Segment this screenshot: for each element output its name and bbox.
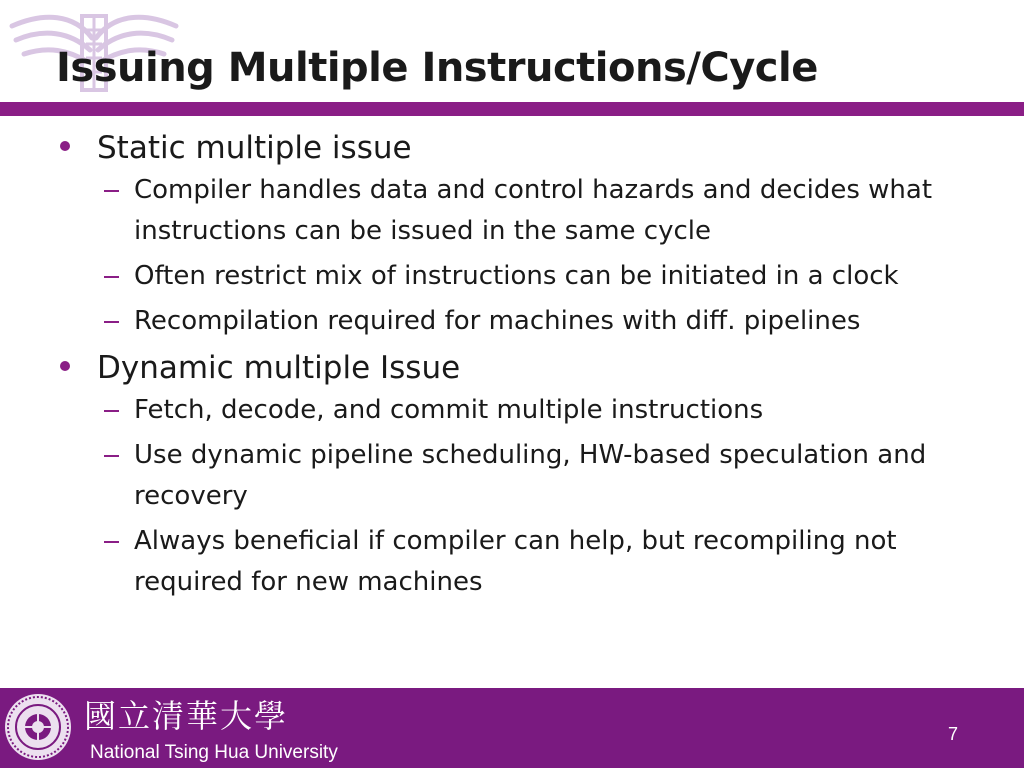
sub-bullet-text: Use dynamic pipeline scheduling, HW-based speculation and recovery xyxy=(134,440,927,511)
page-number: 7 xyxy=(947,724,958,744)
dash-bullet-icon xyxy=(104,321,119,323)
footer-bar xyxy=(0,688,1024,768)
sub-bullet-text: Often restrict mix of instructions can be initiated in a clock xyxy=(134,261,899,291)
dash-bullet-icon xyxy=(104,190,119,192)
sub-bullet xyxy=(52,390,990,431)
bullet-text: Dynamic multiple Issue xyxy=(97,350,461,386)
sub-bullet xyxy=(52,170,990,252)
sub-bullet-list xyxy=(97,390,990,603)
bullet-static-multiple-issue xyxy=(60,126,990,342)
sub-bullet-text: Always beneficial if compiler can help, but recompiling not required for new machines xyxy=(134,526,897,597)
bullet-dynamic-multiple-issue xyxy=(60,346,990,603)
dash-bullet-icon xyxy=(104,276,119,278)
university-seal-icon xyxy=(3,692,73,762)
dash-bullet-icon xyxy=(104,455,119,457)
sub-bullet-text: Compiler handles data and control hazards and decides what instructions can be issued in the same cycle xyxy=(134,175,933,246)
slide-content xyxy=(60,126,990,607)
sub-bullet xyxy=(52,521,990,603)
sub-bullet-text: Recompilation required for machines with diff. pipelines xyxy=(134,306,861,336)
university-name-english: National Tsing Hua University xyxy=(90,742,338,763)
slide-title: Issuing Multiple Instructions/Cycle xyxy=(56,45,818,91)
sub-bullet-text: Fetch, decode, and commit multiple instructions xyxy=(134,395,764,425)
dash-bullet-icon xyxy=(104,410,119,412)
dash-bullet-icon xyxy=(104,541,119,543)
title-divider-bar xyxy=(0,102,1024,116)
bullet-text: Static multiple issue xyxy=(97,130,412,166)
university-name-chinese: 國立清華大學 xyxy=(84,697,289,735)
bullet-dot-icon xyxy=(60,141,70,151)
sub-bullet xyxy=(52,256,990,297)
sub-bullet-list xyxy=(97,170,990,342)
sub-bullet xyxy=(52,301,990,342)
sub-bullet xyxy=(52,435,990,517)
bullet-dot-icon xyxy=(60,361,70,371)
